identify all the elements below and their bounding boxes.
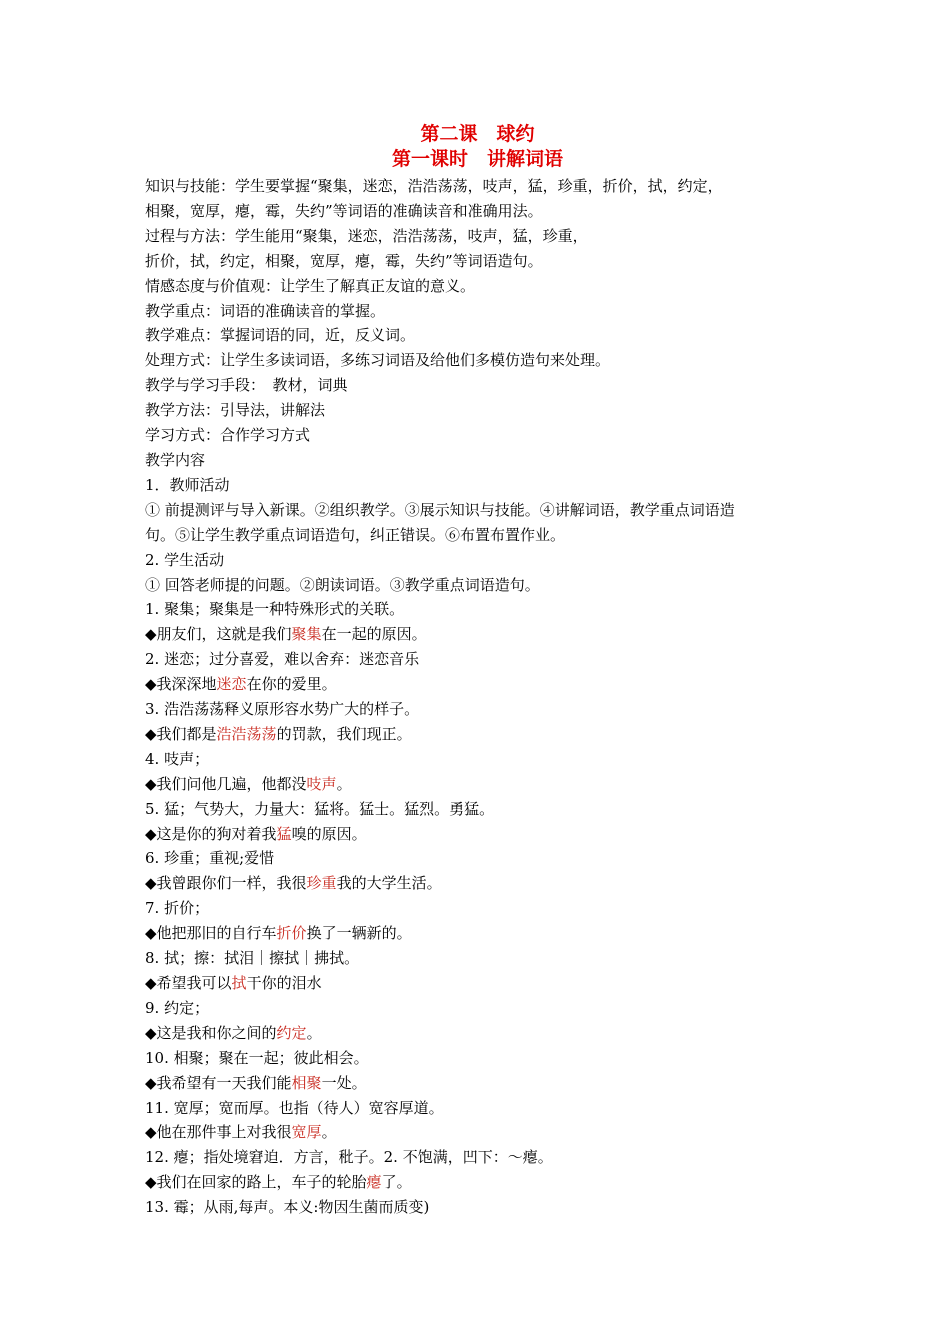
teaching-method: 教学方法：引导法，讲解法: [145, 401, 326, 420]
teaching-means: 教学与学习手段： 教材，词典: [145, 376, 348, 395]
vocab-example: [145, 921, 810, 946]
example-prefix: ◆我深深地: [145, 675, 217, 694]
vocab-example: [145, 1170, 810, 1195]
example-prefix: ◆我希望有一天我们能: [145, 1073, 292, 1092]
example-suffix: 。: [321, 1123, 337, 1142]
vocab-example: [145, 772, 810, 797]
example-suffix: 干你的泪水: [246, 974, 322, 992]
vocab-definition: 2. 迷恋；过分喜爱，难以舍弃：迷恋音乐: [145, 650, 420, 669]
objective-process-line-2: 折价，拭，约定，相聚，宽厚，瘪，霉，失约”等词语造句。: [145, 251, 543, 270]
highlighted-word: 猛: [276, 824, 292, 843]
vocab-item: [145, 797, 810, 847]
example-prefix: ◆他把那旧的自行车: [145, 924, 277, 943]
example-suffix: 在你的爱里。: [246, 675, 337, 694]
vocab-item: [145, 647, 810, 697]
example-prefix: ◆我们在回家的路上，车子的轮胎: [145, 1173, 367, 1192]
highlighted-word: 拭: [231, 974, 247, 992]
highlighted-word: 宽厚: [291, 1123, 322, 1142]
vocab-definition: 4. 吱声；: [145, 749, 210, 768]
document-page: [145, 122, 810, 1220]
vocab-item: [145, 1145, 810, 1195]
example-suffix: 的罚款，我们现正。: [276, 724, 412, 743]
vocab-example: [145, 622, 810, 647]
highlighted-word: 迷恋: [216, 675, 247, 694]
vocab-example: [145, 871, 810, 896]
vocab-item: [145, 597, 810, 647]
vocab-definition: 3. 浩浩荡荡释义原形容水势广大的样子。: [145, 700, 420, 719]
example-suffix: 在一起的原因。: [321, 625, 427, 644]
example-prefix: ◆希望我可以: [145, 974, 232, 992]
vocab-definition: 1. 聚集；聚集是一种特殊形式的关联。: [145, 600, 405, 619]
example-prefix: ◆我们都是: [145, 724, 217, 743]
learning-style: 学习方式：合作学习方式: [145, 426, 311, 445]
example-prefix: ◆这是我和你之间的: [145, 1023, 277, 1042]
vocab-definition: 11. 宽厚；宽而厚。也指（待人）宽容厚道。: [145, 1098, 444, 1117]
period-title: 第一课时 讲解词语: [391, 148, 563, 170]
highlighted-word: 珍重: [306, 874, 337, 893]
difficulty: 教学难点：掌握词语的同，近，反义词。: [145, 326, 416, 345]
key-point: 教学重点：词语的准确读音的掌握。: [145, 301, 386, 320]
vocab-item: [145, 747, 810, 797]
vocab-example: [145, 1120, 810, 1145]
vocab-example: [145, 1071, 810, 1096]
vocab-definition: 7. 折价；: [145, 899, 210, 918]
teacher-activity-line-1: ① 前提测评与导入新课。②组织教学。③展示知识与技能。④讲解词语，教学重点词语造: [145, 500, 735, 519]
highlighted-word: 折价: [276, 924, 307, 943]
highlighted-word: 聚集: [291, 625, 322, 644]
student-activity-heading: 2. 学生活动: [145, 550, 225, 569]
vocab-definition: 10. 相聚；聚在一起；彼此相会。: [145, 1048, 369, 1067]
vocab-example: [145, 672, 810, 697]
highlighted-word: 约定: [276, 1023, 307, 1042]
example-prefix: ◆我曾跟你们一样，我很: [145, 874, 307, 893]
highlighted-word: 相聚: [291, 1073, 322, 1092]
example-prefix: ◆我们问他几遍，他都没: [145, 774, 307, 793]
example-prefix: ◆朋友们，这就是我们: [145, 625, 292, 644]
example-prefix: ◆这是你的狗对着我: [145, 824, 277, 843]
vocab-item: [145, 697, 810, 747]
student-activity-line-1: ① 回答老师提的问题。②朗读词语。③教学重点词语造句。: [145, 575, 540, 594]
example-suffix: 换了一辆新的。: [306, 924, 412, 943]
highlighted-word: 吱声: [306, 774, 337, 793]
vocab-item: [145, 846, 810, 896]
teacher-activity-heading: 1．教师活动: [145, 475, 230, 494]
vocab-definition: 5. 猛；气势大，力量大：猛将。猛士。猛烈。勇猛。: [145, 799, 495, 818]
vocab-item: [145, 946, 810, 996]
vocab-item: [145, 896, 810, 946]
content-heading: 教学内容: [145, 450, 206, 469]
example-suffix: 。: [336, 774, 352, 793]
example-suffix: 嗅的原因。: [291, 824, 367, 843]
vocab-definition-last: 13. 霉；从雨,每声。本义:物因生菌而质变): [145, 1198, 430, 1217]
example-suffix: 了。: [381, 1173, 412, 1192]
example-suffix: 一处。: [321, 1073, 367, 1092]
vocab-example: [145, 822, 810, 847]
objective-emotion: 情感态度与价值观：让学生了解真正友谊的意义。: [145, 276, 476, 295]
lesson-title: 第二课 球约: [420, 123, 535, 145]
vocab-item: [145, 1096, 810, 1146]
objective-process-line-1: 过程与方法：学生能用“聚集，迷恋，浩浩荡荡，吱声，猛，珍重，: [145, 226, 588, 245]
vocab-definition: 9. 约定；: [145, 998, 210, 1017]
vocab-example: [145, 1021, 810, 1046]
vocab-example: [145, 722, 810, 747]
objective-knowledge-line-2: 相聚，宽厚，瘪，霉，失约”等词语的准确读音和准确用法。: [145, 201, 543, 220]
highlighted-word: 瘪: [366, 1173, 382, 1192]
vocab-example: [145, 971, 810, 996]
vocab-definition: 12. 瘪；指处境窘迫．方言，秕子。2. 不饱满，凹下：～瘪。: [145, 1148, 553, 1167]
vocab-definition: 6. 珍重；重视;爱惜: [145, 849, 275, 868]
vocab-definition: 8. 拭；擦：拭泪｜擦拭｜拂拭。: [145, 949, 360, 968]
example-prefix: ◆他在那件事上对我很: [145, 1123, 292, 1142]
vocab-item: [145, 996, 810, 1046]
teacher-activity-line-2: 句。⑤让学生教学重点词语造句，纠正错误。⑥布置布置作业。: [145, 525, 566, 544]
example-suffix: 我的大学生活。: [336, 874, 442, 893]
vocab-item: [145, 1046, 810, 1096]
objective-knowledge-line-1: 知识与技能：学生要掌握“聚集，迷恋，浩浩荡荡，吱声，猛，珍重，折价，拭，约定，: [145, 177, 723, 195]
highlighted-word: 浩浩荡荡: [216, 724, 277, 743]
handling-method: 处理方式：让学生多读词语，多练习词语及给他们多模仿造句来处理。: [145, 351, 611, 370]
example-suffix: 。: [306, 1023, 322, 1042]
